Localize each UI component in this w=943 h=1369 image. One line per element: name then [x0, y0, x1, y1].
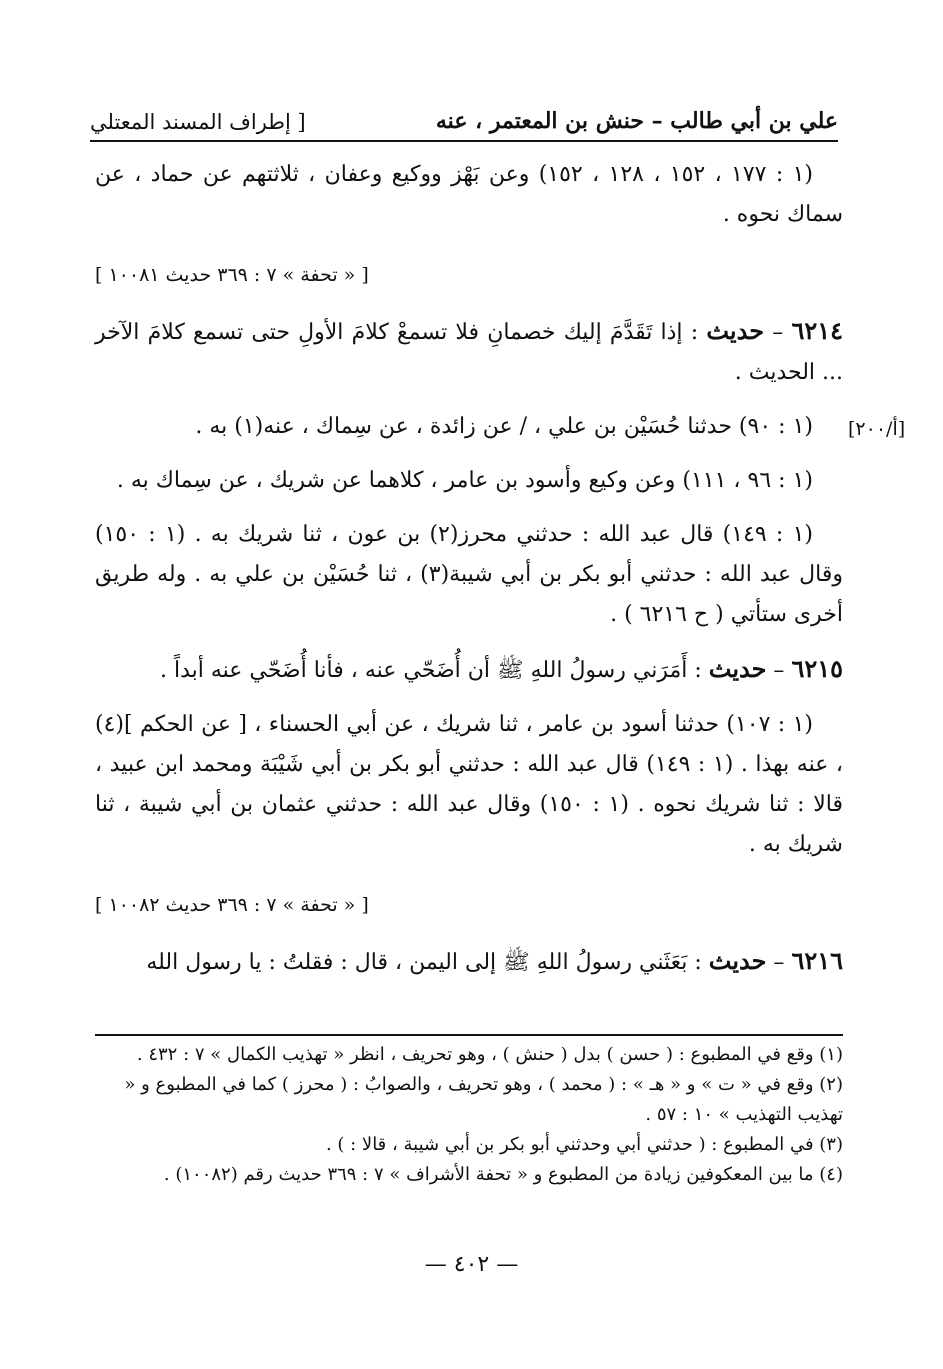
- tuhfa-reference: [ « تحفة » ٧ : ٣٦٩ حديث ١٠٠٨١ ]: [95, 264, 369, 286]
- footnotes: [95, 1040, 843, 1190]
- margin-folio-note: [۲۰۰/أ]: [848, 418, 906, 440]
- footnote: (٣) في المطبوع : ( حدثني أبي وحدثني أبو بكر بن أبي شيبة ، قالا : ) .: [325, 1134, 843, 1155]
- hadith-number: ٦٢١٦: [791, 946, 843, 975]
- running-header: [90, 98, 838, 134]
- footnote: (٤) ما بين المعكوفين زيادة من المطبوع و « تحفة الأشراف » ٧ : ٣٦٩ حديث رقم (١٠٠٨٢) .: [163, 1164, 843, 1185]
- footnote: (١) وقع في المطبوع : ( حسن ) بدل ( حنش ) ، وهو تحريف ، انظر « تهذيب الكمال » ٧ : ٤٣٢ .: [136, 1044, 843, 1065]
- hadith-text: : إذا تَقَدَّمَ إليك خصمانِ فلا تسمعْ كلامَ الأولِ حتى تسمع كلامَ الآخر ... الحديث .: [95, 320, 843, 385]
- text-paragraph: (١ : ٩٠) حدثنا حُسَيْن بن علي ، / عن زائدة ، عن سِماك ، عنه(١) به .: [195, 414, 813, 439]
- footnote-rule: [95, 1034, 843, 1036]
- hadith-text: : بَعَثَني رسولُ اللهِ ﷺ إلى اليمن ، قال : فقلتُ : يا رسول الله: [146, 950, 709, 975]
- hadith-text: : أَمَرَني رسولُ اللهِ ﷺ أن أُضَحّي عنه ، فأنا أُضَحّي عنه أبداً .: [159, 658, 709, 683]
- text-paragraph: (١ : ١٧٧ ، ١٥٢ ، ١٢٨ ، ١٥٢) وعن بَهْز ووكيع وعفان ، ثلاثتهم عن حماد ، عن سماك نحوه .: [95, 162, 843, 227]
- footnote: (٢) وقع في « ت » و « هـ » : ( محمد ) ، وهو تحريف ، والصوابُ : ( محرز ) كما في المطبوع و « تهذيب التهذيب » ١٠ : ٥٧ .: [124, 1074, 843, 1125]
- header-title: علي بن أبي طالب – حنش بن المعتمر ، عنه: [435, 108, 838, 134]
- header-book-title: [ إطراف المسند المعتلي: [90, 110, 306, 134]
- page-number: — ٤٠٢ —: [424, 1252, 519, 1277]
- text-paragraph: (١ : ١٤٩) قال عبد الله : حدثني محرز(٢) بن عون ، ثنا شريك به . (١ : ١٥٠) وقال عبد الله : حدثني أبو بكر بن أبي شيبة(٣) ، ثنا حُسَيْن بن علي به . وله طريق أخرى ستأتي ( ح ٦٢١٦ ) .: [95, 522, 843, 627]
- hadith-paragraph: ٦٢١٦ – حديث : بَعَثَني رسولُ اللهِ ﷺ إلى اليمن ، قال : فقلتُ : يا رسول الله: [146, 946, 843, 975]
- hadith-number: ٦٢١٤: [791, 316, 843, 345]
- text-paragraph: (١ : ١٠٧) حدثنا أسود بن عامر ، ثنا شريك ، عن أبي الحسناء ، [ عن الحكم ](٤) ، عنه بهذا . (١ : ١٤٩) قال عبد الله : حدثني أبو بكر بن أبي شَيْبَة ومحمد ابن عبيد ، قالا : ثنا شريك نحوه . (١ : ١٥٠) وقال عبد الله : حدثني عثمان بن أبي شيبة ، ثنا شريك به .: [95, 712, 843, 857]
- main-text: [95, 155, 843, 997]
- tuhfa-reference: [ « تحفة » ٧ : ٣٦٩ حديث ١٠٠٨٢ ]: [95, 894, 369, 916]
- hadith-number: ٦٢١٥: [791, 654, 843, 683]
- hadith-word: حديث: [708, 654, 767, 683]
- hadith-word: حديث: [706, 316, 765, 345]
- hadith-paragraph: ٦٢١٥ – حديث : أَمَرَني رسولُ اللهِ ﷺ أن أُضَحّي عنه ، فأنا أُضَحّي عنه أبداً .: [159, 654, 843, 683]
- text-paragraph: (١ : ٩٦ ، ١١١) وعن وكيع وأسود بن عامر ، كلاهما عن شريك ، عن سِماك به .: [116, 468, 813, 493]
- hadith-word: حديث: [708, 946, 767, 975]
- hadith-paragraph: ٦٢١٤ – حديث : إذا تَقَدَّمَ إليك خصمانِ فلا تسمعْ كلامَ الأولِ حتى تسمع كلامَ الآخر ... الحديث .: [95, 316, 843, 385]
- header-rule: [90, 140, 838, 142]
